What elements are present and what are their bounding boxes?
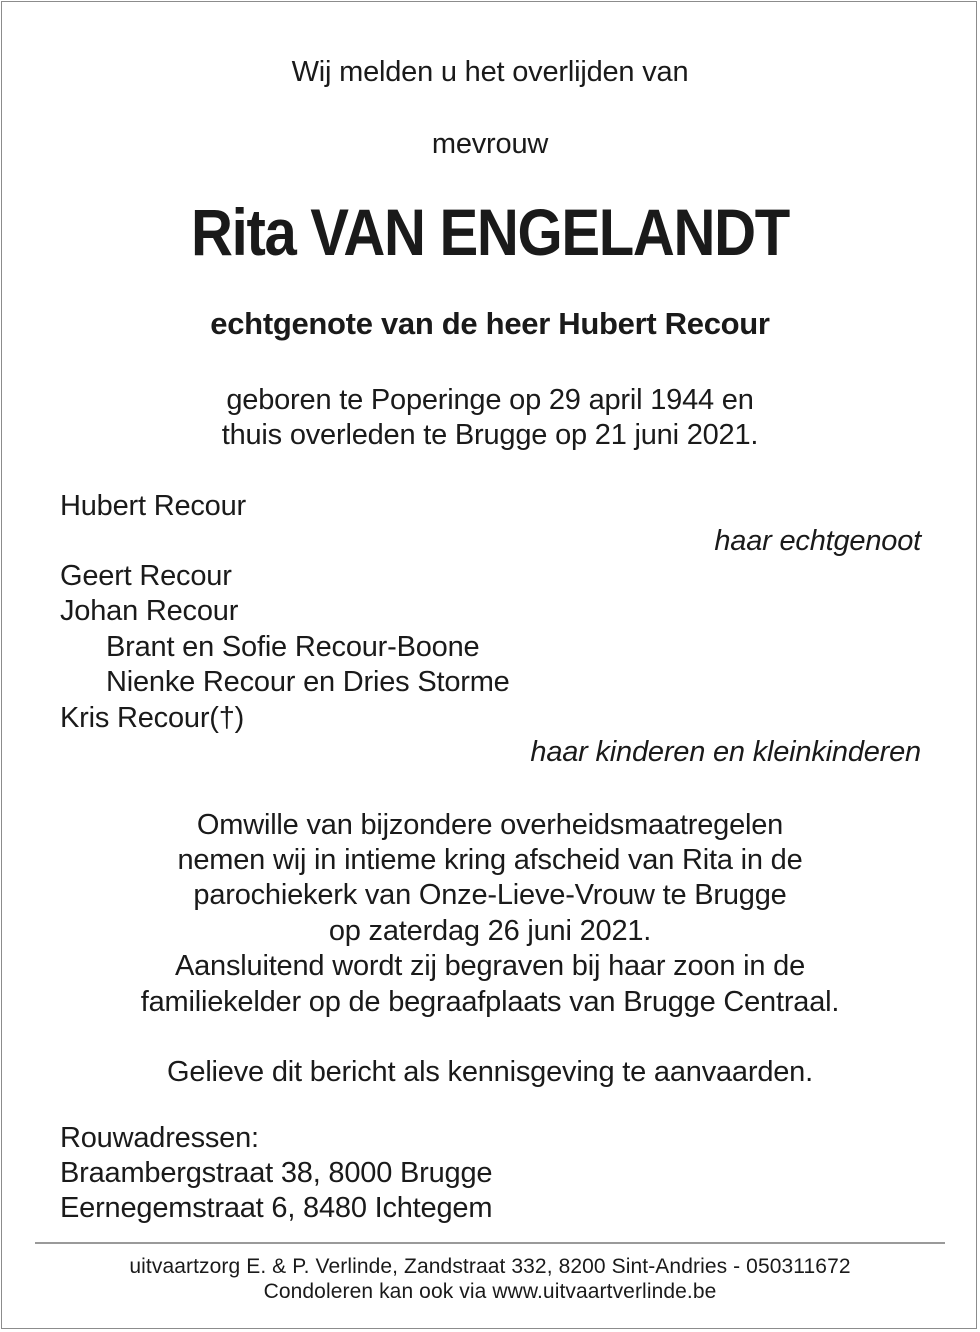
- addresses-heading: Rouwadressen:: [60, 1122, 259, 1154]
- funeral-home-info: uitvaartzorg E. & P. Verlinde, Zandstraat 332, 8200 Sint-Andries - 050311672: [129, 1255, 851, 1278]
- ceremony-line: op zaterdag 26 juni 2021.: [328, 915, 652, 947]
- children-relation: haar kinderen en kleinkinderen: [530, 736, 921, 768]
- family-member: Geert Recour: [60, 560, 232, 592]
- ceremony-line: Omwille van bijzondere overheidsmaatregelen: [196, 809, 784, 841]
- ceremony-line: nemen wij in intieme kring afscheid van Rita in de: [177, 844, 803, 876]
- family-member: Kris Recour(†): [60, 702, 245, 734]
- family-member: Brant en Sofie Recour-Boone: [106, 631, 480, 663]
- birth-line: geboren te Poperinge op 29 april 1944 en: [226, 384, 754, 416]
- condolence-link[interactable]: Condoleren kan ook via www.uitvaartverlinde.be: [263, 1280, 717, 1303]
- spouse-name: Hubert Recour: [60, 490, 246, 522]
- notice-text: Gelieve dit bericht als kennisgeving te aanvaarden.: [167, 1056, 813, 1088]
- address-line: Braambergstraat 38, 8000 Brugge: [60, 1157, 493, 1189]
- intro-text: Wij melden u het overlijden van: [291, 56, 689, 88]
- spouse-relation: haar echtgenoot: [714, 525, 921, 557]
- ceremony-line: parochiekerk van Onze-Lieve-Vrouw te Brugge: [193, 879, 787, 911]
- deceased-name: Rita VAN ENGELANDT: [191, 195, 789, 269]
- salutation: mevrouw: [431, 128, 549, 160]
- ceremony-line: familiekelder op de begraafplaats van Brugge Centraal.: [140, 986, 840, 1018]
- family-member: Johan Recour: [60, 595, 239, 627]
- family-member: Nienke Recour en Dries Storme: [106, 666, 510, 698]
- footer-divider: [35, 1242, 945, 1244]
- death-line: thuis overleden te Brugge op 21 juni 2021.: [221, 419, 759, 451]
- ceremony-line: Aansluitend wordt zij begraven bij haar zoon in de: [174, 950, 805, 982]
- spouse-line: echtgenote van de heer Hubert Recour: [210, 306, 770, 341]
- address-line: Eernegemstraat 6, 8480 Ichtegem: [60, 1192, 493, 1224]
